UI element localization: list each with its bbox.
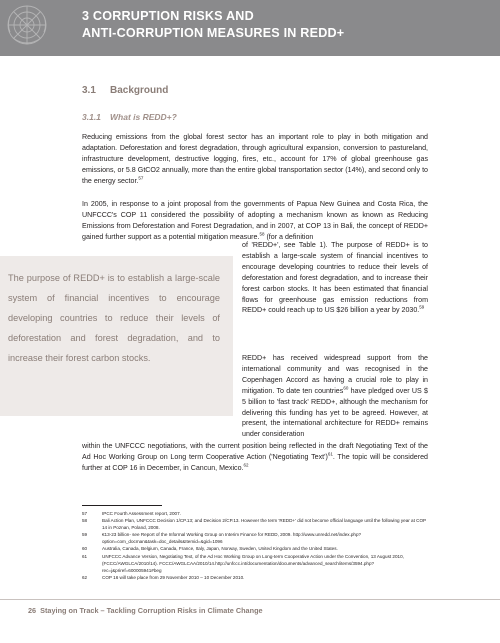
footnote-ref-61: 61 xyxy=(327,451,333,457)
paragraph-history-tail: (for a definition xyxy=(264,232,314,241)
footnote-item xyxy=(82,517,432,531)
paragraph-negotiations-text-b: . The topic will be considered further at COP 16 in December, in Cancun, Mexico. xyxy=(82,452,428,472)
footnote-text: COP 16 will take place from 29 November 2010 – 10 December 2010. xyxy=(102,574,245,580)
chapter-title-line-2: ANTI-CORRUPTION MEASURES IN REDD+ xyxy=(82,26,345,40)
footnote-ref-57: 57 xyxy=(138,175,144,181)
paragraph-support-text-b: have pledged over US $ 5 billion to 'fast track' REDD+, although the mechanism for delivering this funding has yet to be agreed. However, at present, the international architecture for REDD+ remains under consideration xyxy=(242,386,428,439)
footer-divider xyxy=(0,599,500,600)
footnote-ref-58: 58 xyxy=(259,231,265,237)
chapter-title-line-1: 3 CORRUPTION RISKS AND xyxy=(82,9,254,23)
footnote-ref-62: 62 xyxy=(243,462,249,468)
paragraph-support xyxy=(242,353,428,440)
footnote-item xyxy=(82,510,432,517)
paragraph-purpose-text: of 'REDD+', see Table 1). The purpose of REDD+ is to establish a large-scale system of financial incentives to encourage developing countries to reduce their levels of deforestation and forest degradation, and to increase their forest carbon stocks. It has been estimated that financial flows for greenhouse gas emission reductions from REDD+ could reach up to US $26 billion a year by 2030. xyxy=(242,241,428,315)
page-footer xyxy=(28,606,263,615)
paragraph-support-text-a: REDD+ has received widespread support from the international community and was recognised in the Copenhagen Accord as having a crucial role to play in mitigation. To date ten countries xyxy=(242,354,428,395)
footnote-text: IPCC Fourth Assessment report, 2007. xyxy=(102,511,181,516)
footnote-text: Australia, Canada, Belgium, Canada, France, Italy, Japan, Norway, Sweden, United Kingdom and the United States. xyxy=(102,546,338,552)
section-heading xyxy=(82,85,168,96)
paragraph-emissions-text: Reducing emissions from the global forest sector has an important role to play in both mitigation and adaptation. Deforestation and forest degradation, through agricultural expansion, conversion to pastureland, infrastructure development, destructive logging, fires, etc., account for 17% of global greenhouse gas emissions, or 5.8 GtCO2 annually, more than the entire global transportation sector (14%), and second only to the energy sector. xyxy=(82,133,428,185)
footnote-ref-60: 60 xyxy=(343,385,349,391)
footnote-ref-59: 59 xyxy=(419,305,425,311)
chapter-header-band xyxy=(0,0,500,56)
un-emblem-icon xyxy=(4,2,50,48)
footnote-number: 57 xyxy=(82,511,88,516)
paragraph-history-text: In 2005, in response to a joint proposal from the governments of Papua New Guinea and Costa Rica, the UNFCCC's COP 11 considered the possibility of adopting a mechanism known as known as Reducing Emissions from Deforestation and Forest Degradation, and in 2007, at COP 13 in Bali, the concept of REDD+ gained further support as a potential mitigation measure. xyxy=(82,200,428,241)
footnote-divider xyxy=(82,505,162,506)
footnote-text: €13-23 billion- see Report of the Informal Working Group on Interim Finance for REDD, 2009. http://www.unredd.net/index.php?option=com_docman&task=doc_details&Itemid=&gid=1096 xyxy=(102,532,362,545)
paragraph-history xyxy=(82,199,428,243)
chapter-title xyxy=(82,8,344,42)
pullquote-text: The purpose of REDD+ is to establish a large-scale system of financial incentives to encourage developing countries to reduce their levels of deforestation and forest degradation, and to increase their forest carbon stocks. xyxy=(8,273,220,363)
subsection-heading xyxy=(82,112,177,122)
footnote-number: 60 xyxy=(82,546,88,552)
paragraph-emissions xyxy=(82,132,428,187)
footnote-number: 62 xyxy=(82,574,88,580)
paragraph-purpose xyxy=(242,240,428,316)
footnote-text: UNFCCC Advance Version, Negotiating Text, of the Ad Hoc Working Group on Long-term Cooperative Action under the Convention, 13 August 2010, (FCCC/AWGLCA/2010/14). FCCC/AWGLCAA/2010/14.http://unfccc.int/documentation/documents/advanced_search/items/3594.php?rec=j&priref=600005941#beg xyxy=(102,553,404,573)
paragraph-negotiations xyxy=(82,441,428,474)
section-title: Background xyxy=(110,85,169,96)
subsection-title: What is REDD+? xyxy=(110,112,177,122)
footnote-number: 58 xyxy=(82,518,88,524)
footnote-number: 61 xyxy=(82,553,88,559)
publication-title: Staying on Track – Tackling Corruption Risks in Climate Change xyxy=(40,606,263,615)
footnote-number: 59 xyxy=(82,532,88,538)
paragraph-negotiations-text-a: within the UNFCCC negotiations, with the current position being reflected in the draft Negotiating Text of the Ad Hoc Working Group on Long term Cooperative Action ('Negotiating Text') xyxy=(82,442,428,461)
footnote-item xyxy=(82,574,432,581)
subsection-number: 3.1.1 xyxy=(82,112,101,122)
footnote-list xyxy=(82,510,432,581)
section-number: 3.1 xyxy=(82,85,96,96)
page-number: 26 xyxy=(28,606,37,615)
footnote-text: Bali Action Plan, UNFCCC Decision 1/CP.13; and Decision 2/CP.13. However the term 'REDD+' did not become official language until the following year at COP 14 in Poznan, Poland, 2008. xyxy=(102,518,427,531)
footnote-item xyxy=(82,531,432,545)
footnote-item xyxy=(82,553,432,574)
footnote-item xyxy=(82,545,432,552)
